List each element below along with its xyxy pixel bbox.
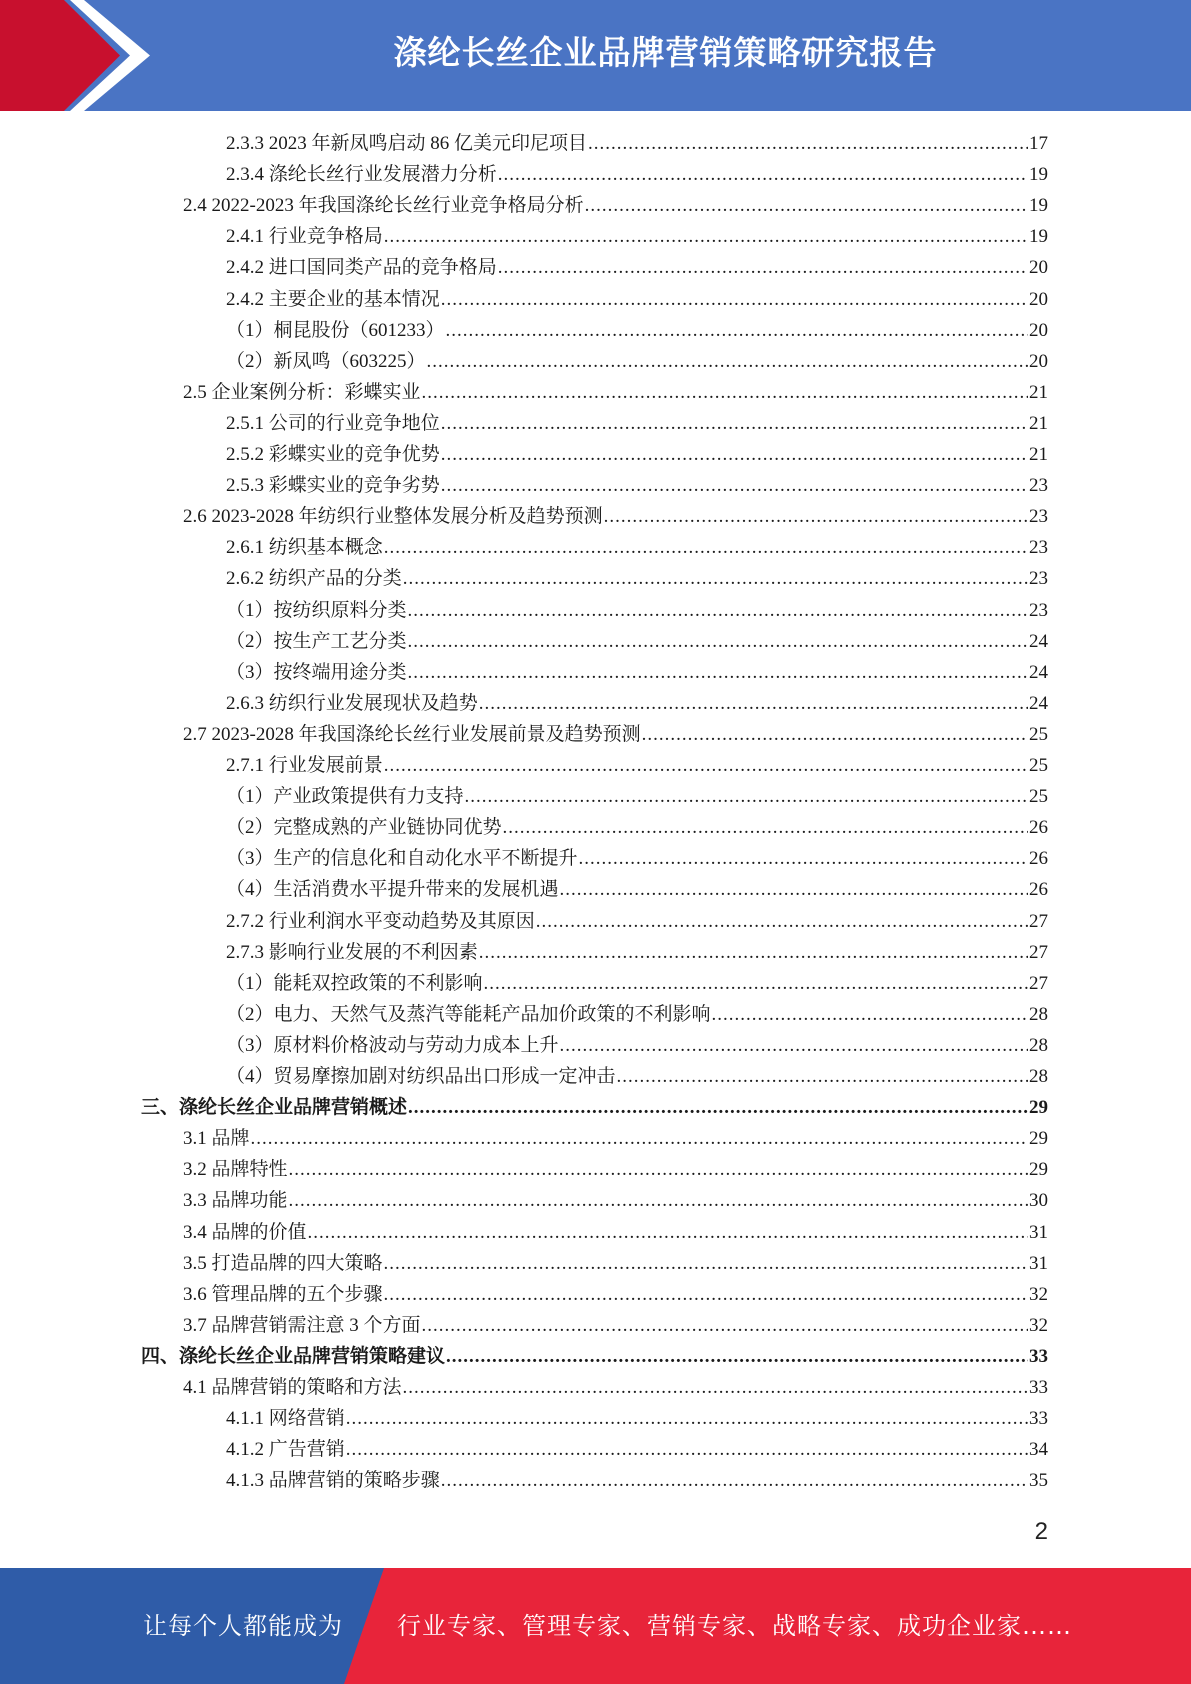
toc-entry[interactable] (183, 719, 1048, 750)
toc-leader-dots (384, 750, 1028, 781)
toc-entry[interactable] (226, 408, 1048, 439)
toc-entry-page: 29 (1029, 1159, 1048, 1180)
toc-entry-title: 四、涤纶长丝企业品牌营销策略建议 (141, 1346, 446, 1367)
toc-entry[interactable] (226, 315, 1048, 346)
toc-leader-dots (588, 128, 1028, 159)
toc-entry-title: 三、涤纶长丝企业品牌营销概述 (141, 1097, 408, 1118)
toc-leader-dots (441, 284, 1028, 315)
toc-leader-dots (384, 532, 1028, 563)
toc-entry-page: 27 (1029, 942, 1048, 963)
toc-entry-title: 2.7 2023-2028 年我国涤纶长丝行业发展前景及趋势预测 (183, 724, 641, 745)
toc-entry[interactable] (183, 1217, 1048, 1248)
toc-leader-dots (617, 1061, 1028, 1092)
toc-entry-title: 2.4 2022-2023 年我国涤纶长丝行业竞争格局分析 (183, 195, 584, 216)
toc-entry-title: 3.3 品牌功能 (183, 1190, 288, 1211)
toc-entry-title: （2）按生产工艺分类 (226, 631, 407, 652)
toc-entry-page: 24 (1029, 631, 1048, 652)
toc-entry[interactable] (226, 284, 1048, 315)
toc-entry[interactable] (226, 346, 1048, 377)
toc-leader-dots (408, 657, 1028, 688)
toc-entry[interactable] (183, 1310, 1048, 1341)
toc-entry-title: （1）能耗双控政策的不利影响 (226, 973, 483, 994)
toc-entry-page: 23 (1029, 475, 1048, 496)
toc-leader-dots (422, 1310, 1028, 1341)
toc-entry[interactable] (226, 750, 1048, 781)
toc-entry-page: 28 (1029, 1004, 1048, 1025)
toc-entry-title: （1）按纺织原料分类 (226, 600, 407, 621)
toc-entry-page: 20 (1029, 320, 1048, 341)
toc-entry-page: 33 (1029, 1408, 1048, 1429)
toc-entry-page: 21 (1029, 413, 1048, 434)
toc-leader-dots (536, 906, 1028, 937)
toc-entry-page: 28 (1029, 1035, 1048, 1056)
toc-entry[interactable] (226, 470, 1048, 501)
toc-entry-page: 31 (1029, 1222, 1048, 1243)
toc-entry-title: 3.2 品牌特性 (183, 1159, 288, 1180)
toc-entry-page: 19 (1029, 226, 1048, 247)
toc-entry-page: 21 (1029, 382, 1048, 403)
toc-entry-title: 3.5 打造品牌的四大策略 (183, 1253, 383, 1274)
toc-entry-title: （3）按终端用途分类 (226, 662, 407, 683)
toc-leader-dots (408, 626, 1028, 657)
toc-entry-page: 32 (1029, 1284, 1048, 1305)
toc-entry-title: 2.5 企业案例分析：彩蝶实业 (183, 382, 421, 403)
toc-entry-page: 19 (1029, 164, 1048, 185)
toc-entry-title: 2.7.3 影响行业发展的不利因素 (226, 942, 478, 963)
toc-entry-page: 20 (1029, 351, 1048, 372)
toc-entry-title: （2）完整成熟的产业链协同优势 (226, 817, 502, 838)
toc-leader-dots (422, 377, 1028, 408)
toc-entry-page: 33 (1029, 1377, 1048, 1398)
toc-entry-page: 23 (1029, 506, 1048, 527)
toc-leader-dots (712, 999, 1028, 1030)
toc-leader-dots (479, 688, 1028, 719)
toc-leader-dots (479, 937, 1028, 968)
toc-leader-dots (403, 1372, 1028, 1403)
toc-entry[interactable] (183, 1279, 1048, 1310)
toc-entry[interactable] (226, 874, 1048, 905)
toc-entry-page: 32 (1029, 1315, 1048, 1336)
toc-entry-page: 25 (1029, 755, 1048, 776)
toc-leader-dots (427, 346, 1028, 377)
toc-entry-page: 26 (1029, 848, 1048, 869)
toc-entry[interactable] (226, 937, 1048, 968)
toc-entry-title: 4.1 品牌营销的策略和方法 (183, 1377, 402, 1398)
page-number: 2 (1034, 1518, 1048, 1545)
toc-entry-page: 31 (1029, 1253, 1048, 1274)
toc-entry-title: （2）电力、天然气及蒸汽等能耗产品加价政策的不利影响 (226, 1004, 711, 1025)
footer-slogan-left: 让每个人都能成为 (143, 1612, 343, 1640)
toc-entry-page: 35 (1029, 1470, 1048, 1491)
toc-leader-dots (441, 439, 1028, 470)
toc-entry-title: 4.1.2 广告营销 (226, 1439, 345, 1460)
toc-entry-title: 2.7.1 行业发展前景 (226, 755, 383, 776)
toc-entry-title: 2.6 2023-2028 年纺织行业整体发展分析及趋势预测 (183, 506, 603, 527)
toc-leader-dots (308, 1217, 1028, 1248)
toc-leader-dots (346, 1403, 1028, 1434)
toc-entry[interactable] (183, 501, 1048, 532)
toc-entry[interactable] (226, 439, 1048, 470)
toc-leader-dots (289, 1185, 1028, 1216)
toc-entry-title: 3.6 管理品牌的五个步骤 (183, 1284, 383, 1305)
toc-leader-dots (604, 501, 1028, 532)
toc-entry-page: 30 (1029, 1190, 1048, 1211)
toc-leader-dots (446, 1341, 1028, 1372)
toc-entry[interactable] (141, 1092, 1048, 1123)
toc-entry[interactable] (183, 1185, 1048, 1216)
toc-entry[interactable] (183, 1123, 1048, 1154)
toc-entry[interactable] (226, 1403, 1048, 1434)
toc-leader-dots (579, 843, 1028, 874)
toc-leader-dots (498, 252, 1028, 283)
toc-entry-title: （4）贸易摩擦加剧对纺织品出口形成一定冲击 (226, 1066, 616, 1087)
toc-entry-page: 23 (1029, 537, 1048, 558)
toc-leader-dots (465, 781, 1028, 812)
toc-entry-page: 21 (1029, 444, 1048, 465)
toc-leader-dots (403, 563, 1028, 594)
toc-leader-dots (560, 874, 1028, 905)
toc-leader-dots (585, 190, 1028, 221)
toc-entry[interactable] (183, 1372, 1048, 1403)
toc-entry[interactable] (226, 906, 1048, 937)
toc-leader-dots (484, 968, 1028, 999)
toc-leader-dots (441, 408, 1028, 439)
toc-entry-title: （3）原材料价格波动与劳动力成本上升 (226, 1035, 559, 1056)
toc-entry-page: 25 (1029, 724, 1048, 745)
toc-entry-title: 2.5.2 彩蝶实业的竞争优势 (226, 444, 440, 465)
toc-entry-title: 2.3.3 2023 年新凤鸣启动 86 亿美元印尼项目 (226, 133, 588, 154)
toc-entry-title: 2.6.3 纺织行业发展现状及趋势 (226, 693, 478, 714)
toc-leader-dots (503, 812, 1028, 843)
toc-entry[interactable] (183, 1248, 1048, 1279)
toc-entry-title: （2）新凤鸣（603225） (226, 351, 426, 372)
toc-entry[interactable] (183, 1154, 1048, 1185)
toc-entry-title: 2.3.4 涤纶长丝行业发展潜力分析 (226, 164, 497, 185)
toc-entry[interactable] (226, 1465, 1048, 1496)
report-title: 涤纶长丝企业品牌营销策略研究报告 (393, 33, 938, 72)
toc-leader-dots (384, 1279, 1028, 1310)
toc-leader-dots (251, 1123, 1028, 1154)
toc-entry-title: （1）产业政策提供有力支持 (226, 786, 464, 807)
toc-entry[interactable] (226, 159, 1048, 190)
toc-entry-title: 2.5.3 彩蝶实业的竞争劣势 (226, 475, 440, 496)
toc-entry-title: 3.7 品牌营销需注意 3 个方面 (183, 1315, 421, 1336)
toc-entry-title: 2.7.2 行业利润水平变动趋势及其原因 (226, 911, 535, 932)
toc-entry-title: 2.5.1 公司的行业竞争地位 (226, 413, 440, 434)
toc-entry-page: 28 (1029, 1066, 1048, 1087)
toc-entry-page: 29 (1029, 1128, 1048, 1149)
toc-entry[interactable] (226, 128, 1048, 159)
toc-entry-page: 33 (1029, 1346, 1048, 1367)
toc-entry[interactable] (226, 843, 1048, 874)
toc-entry[interactable] (226, 252, 1048, 283)
toc-entry-title: 2.4.2 主要企业的基本情况 (226, 289, 440, 310)
toc-entry[interactable] (226, 563, 1048, 594)
toc-leader-dots (408, 1092, 1028, 1123)
toc-leader-dots (408, 595, 1028, 626)
toc-entry-title: 2.6.1 纺织基本概念 (226, 537, 383, 558)
toc-entry[interactable] (226, 595, 1048, 626)
toc-leader-dots (289, 1154, 1028, 1185)
toc-entry[interactable] (226, 626, 1048, 657)
toc-entry-title: 2.6.2 纺织产品的分类 (226, 568, 402, 589)
toc-leader-dots (384, 1248, 1028, 1279)
toc-leader-dots (346, 1434, 1028, 1465)
toc-leader-dots (446, 315, 1028, 346)
toc-leader-dots (560, 1030, 1028, 1061)
toc-entry-title: 4.1.1 网络营销 (226, 1408, 345, 1429)
toc-entry[interactable] (226, 968, 1048, 999)
toc-entry-page: 20 (1029, 257, 1048, 278)
page-footer (0, 1568, 1191, 1684)
toc-entry-page: 24 (1029, 662, 1048, 683)
toc-entry[interactable] (226, 1061, 1048, 1092)
toc-entry-page: 24 (1029, 693, 1048, 714)
toc-entry-title: 3.4 品牌的价值 (183, 1222, 307, 1243)
toc-leader-dots (384, 221, 1028, 252)
toc-entry-page: 19 (1029, 195, 1048, 216)
toc-entry[interactable] (226, 1434, 1048, 1465)
toc-entry-page: 29 (1029, 1097, 1048, 1118)
toc-entry[interactable] (226, 999, 1048, 1030)
toc-entry-title: 2.4.1 行业竞争格局 (226, 226, 383, 247)
toc-entry-page: 34 (1029, 1439, 1048, 1460)
toc-leader-dots (441, 1465, 1028, 1496)
toc-entry-page: 27 (1029, 911, 1048, 932)
toc-leader-dots (498, 159, 1028, 190)
toc-entry[interactable] (226, 532, 1048, 563)
toc-entry-page: 26 (1029, 817, 1048, 838)
toc-entry[interactable] (141, 1341, 1048, 1372)
toc-entry-page: 20 (1029, 289, 1048, 310)
toc-entry[interactable] (183, 377, 1048, 408)
toc-entry-page: 23 (1029, 600, 1048, 621)
toc-entry-page: 23 (1029, 568, 1048, 589)
toc-entry-page: 27 (1029, 973, 1048, 994)
toc-entry-title: （4）生活消费水平提升带来的发展机遇 (226, 879, 559, 900)
toc-entry[interactable] (226, 221, 1048, 252)
toc-entry[interactable] (183, 190, 1048, 221)
toc-entry-title: 3.1 品牌 (183, 1128, 250, 1149)
toc-entry[interactable] (226, 1030, 1048, 1061)
toc-entry-page: 17 (1029, 133, 1048, 154)
toc-entry-title: 4.1.3 品牌营销的策略步骤 (226, 1470, 440, 1491)
toc-entry-title: 2.4.2 进口国同类产品的竞争格局 (226, 257, 497, 278)
toc-entry-title: （3）生产的信息化和自动化水平不断提升 (226, 848, 578, 869)
toc-entry-title: （1）桐昆股份（601233） (226, 320, 445, 341)
toc-entry[interactable] (226, 781, 1048, 812)
toc-leader-dots (441, 470, 1028, 501)
toc-entry[interactable] (226, 812, 1048, 843)
toc-entry-page: 26 (1029, 879, 1048, 900)
header-chevron-decoration (0, 0, 150, 111)
footer-slogan-right: 行业专家、管理专家、营销专家、战略专家、成功企业家…… (397, 1612, 1072, 1640)
page-header (0, 0, 1191, 111)
toc-entry[interactable] (226, 688, 1048, 719)
toc-leader-dots (642, 719, 1028, 750)
toc-entry-page: 25 (1029, 786, 1048, 807)
toc-entry[interactable] (226, 657, 1048, 688)
